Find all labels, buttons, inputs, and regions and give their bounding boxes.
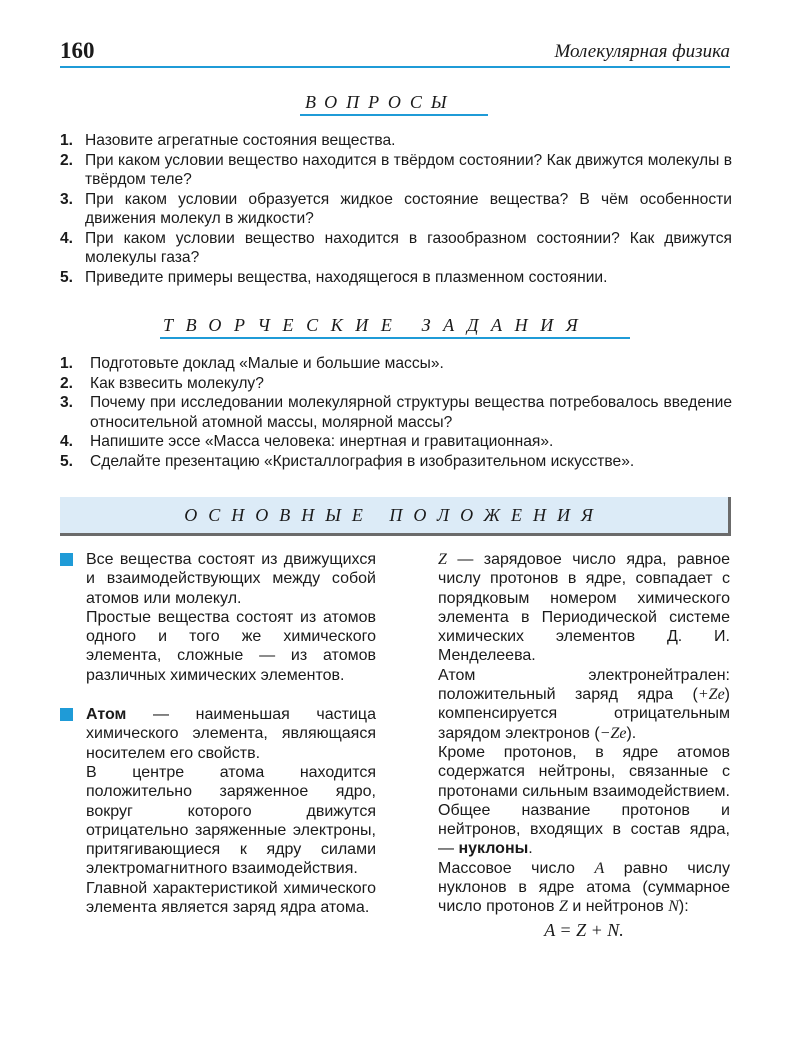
term-atom: Атом: [86, 706, 127, 724]
summary-paragraph: [86, 705, 376, 763]
summary-paragraph: Простые вещества состоят из атомов одного и того же химического элемента, сложные — из атомов различных химических элементов.: [86, 608, 376, 684]
mass-number-formula: A = Z + N.: [544, 919, 624, 940]
item-text: Почему при исследовании молекулярной структуры вещества потребовалось введение относительной атомной массы, молярной массы?: [90, 394, 732, 431]
item-number: 1.: [60, 355, 74, 372]
text-run: ).: [626, 724, 637, 742]
item-text: Сделайте презентацию «Кристаллография в изобразительном искусстве».: [90, 452, 635, 470]
text-run: равно числу нуклонов в ядре атома (суммарное число протонов: [438, 859, 730, 916]
item-number: 4.: [60, 229, 74, 247]
header-rule: [60, 66, 730, 68]
item-number: 3.: [60, 190, 74, 208]
item-text: При каком условии образуется жидкое состояние вещества? В чём особенности движения молекул в жидкости?: [85, 190, 732, 227]
definition-text: — наименьшая частица химического элемента, являющаяся носителем его свойств.: [86, 706, 376, 762]
item-text: Приведите примеры вещества, находящегося в плазменном состоянии.: [85, 268, 608, 286]
questions-heading-rule: [300, 114, 488, 116]
list-item: [60, 131, 732, 151]
item-text: Назовите агрегатные состояния вещества.: [85, 132, 396, 149]
item-text: Напишите эссе «Масса человека: инертная и гравитационная».: [90, 433, 554, 450]
item-number: 2.: [60, 151, 74, 169]
tasks-heading-rule: [160, 337, 630, 339]
math-symbol: Z: [438, 551, 447, 568]
page-number: 160: [60, 38, 95, 63]
list-item: [60, 452, 732, 472]
summary-right-column: [438, 550, 730, 940]
text-run: .: [528, 840, 533, 858]
item-text: При каком условии вещество находится в газообразном состоянии? Как движутся молекулы газа?: [85, 229, 732, 266]
item-text: Подготовьте доклад «Малые и большие массы».: [90, 355, 444, 372]
text-run: Атом электронейтрален: положительный заряд ядра (: [438, 666, 730, 704]
summary-item: [60, 705, 376, 917]
item-text: Как взвесить молекулу?: [90, 374, 264, 392]
tasks-heading: ТВОРЧЕСКИЕ ЗАДАНИЯ: [163, 315, 591, 335]
item-number: 5.: [60, 452, 74, 470]
text-run: и нейтронов: [567, 898, 669, 916]
square-bullet-icon: [60, 708, 73, 721]
square-bullet-icon: [60, 553, 73, 566]
summary-paragraph: [438, 666, 730, 743]
questions-list: [60, 131, 732, 287]
list-item: [60, 229, 732, 268]
summary-heading: ОСНОВНЫЕ ПОЛОЖЕНИЯ: [184, 505, 604, 525]
summary-paragraph: Главной характеристикой химического элемента является заряд ядра атома.: [86, 879, 376, 917]
item-number: 2.: [60, 374, 74, 392]
summary-paragraph: В центре атома находится положительно заряженное ядро, вокруг которого движутся отрицательно заряженные электроны, притягивающиеся к ядру силами электромагнитного взаимодействия.: [86, 763, 376, 878]
questions-heading: ВОПРОСЫ: [305, 92, 456, 112]
summary-paragraph: [438, 859, 730, 917]
item-text: При каком условии вещество находится в твёрдом состоянии? Как движутся молекулы в твёрдом теле?: [85, 151, 732, 188]
math-symbol: Z: [558, 898, 568, 916]
summary-paragraph: Все вещества состоят из движущихся и взаимодействующих между собой атомов или молекул.: [86, 551, 376, 607]
summary-paragraph: [438, 550, 730, 666]
summary-item: [60, 550, 376, 685]
list-item: [60, 354, 732, 374]
item-number: 3.: [60, 394, 74, 411]
list-item: [60, 393, 732, 432]
term-nucleons: нуклоны: [458, 840, 529, 858]
item-number: 4.: [60, 433, 74, 450]
text-run: Кроме протонов, в ядре атомов содержатся нейтроны, связанные с протонами сильным взаимодействием. Общее название протонов и нейтронов, входящих в состав ядра, —: [438, 743, 730, 858]
item-number: 1.: [60, 132, 74, 149]
text-run: — зарядовое число ядра, равное числу протонов в ядре, совпадает с порядковым номером химического элемента в Периодической системе химических элементов Д. И. Менделеева.: [438, 551, 730, 665]
list-item: [60, 151, 732, 190]
summary-left-column: [60, 550, 376, 917]
list-item: [60, 432, 732, 452]
summary-paragraph: [438, 743, 730, 859]
text-run: ):: [678, 898, 689, 916]
list-item: [60, 374, 732, 394]
summary-band: [60, 497, 731, 536]
text-run: ) компенсируется отрицательным зарядом электронов (: [438, 686, 730, 742]
math-symbol: −Ze: [599, 724, 627, 742]
math-symbol: +Ze: [697, 686, 725, 704]
math-symbol: N: [668, 898, 679, 916]
tasks-list: [60, 354, 732, 471]
math-symbol: A: [594, 859, 605, 877]
item-number: 5.: [60, 268, 74, 286]
list-item: [60, 190, 732, 229]
running-head: Молекулярная физика: [554, 41, 730, 62]
text-run: Массовое число: [438, 859, 595, 877]
list-item: [60, 268, 732, 288]
